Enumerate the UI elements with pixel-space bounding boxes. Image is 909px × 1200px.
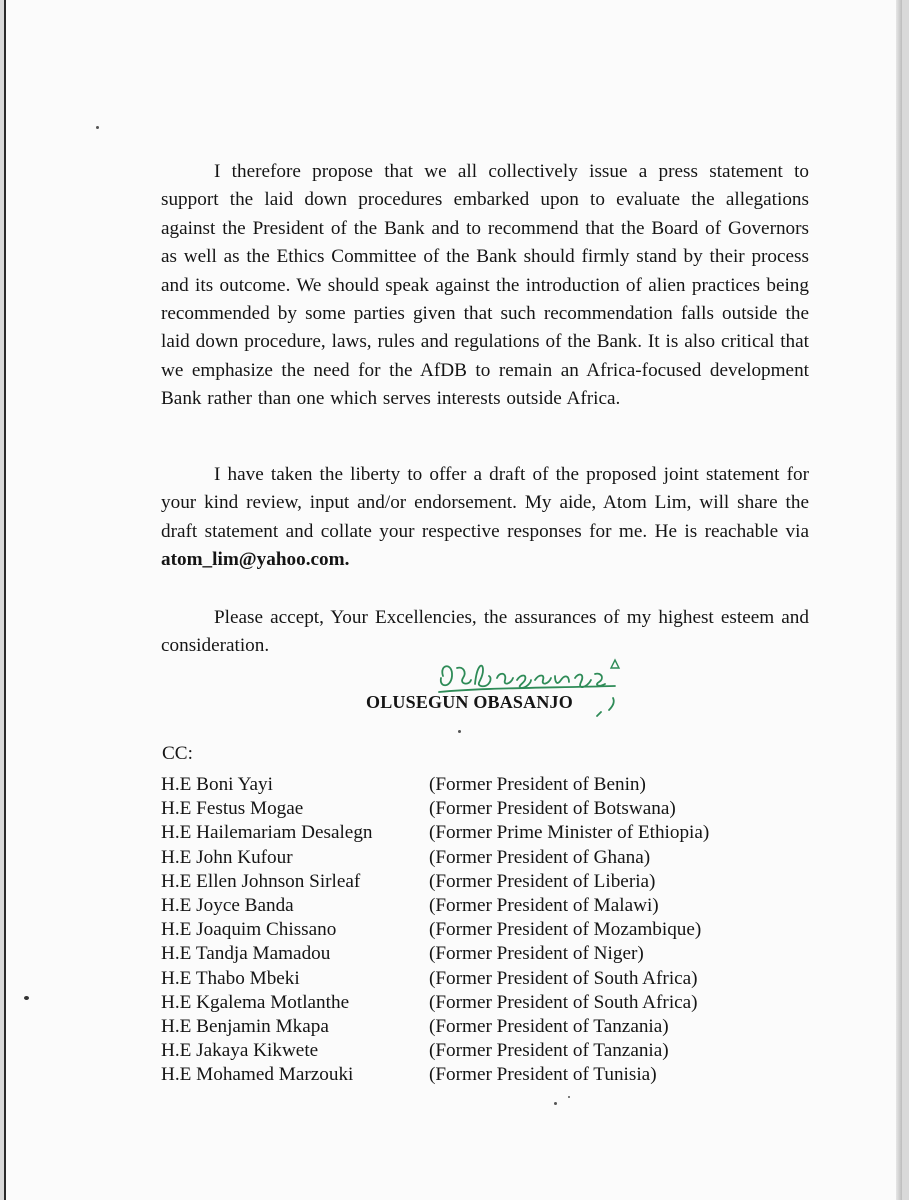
cc-recipient-row [161, 846, 761, 870]
cc-recipient-name: H.E Thabo Mbeki [161, 967, 300, 989]
cc-recipient-title: (Former President of Benin) [429, 774, 646, 795]
cc-recipient-row [161, 1015, 761, 1039]
cc-recipient-title: (Former Prime Minister of Ethiopia) [429, 822, 710, 844]
cc-recipient-row [161, 870, 761, 894]
cc-recipient-name: H.E Mohamed Marzouki [161, 1064, 354, 1086]
cc-recipient-title: (Former President of South Africa) [429, 967, 698, 989]
cc-recipient-title: (Former President of Malawi) [429, 894, 659, 916]
cc-recipient-name: H.E Kgalema Motlanthe [161, 991, 350, 1013]
cc-recipient-name: H.E Joyce Banda [161, 894, 294, 916]
cc-recipient-row [161, 894, 761, 918]
cc-recipient-name: H.E Joaquim Chissano [161, 919, 337, 941]
cc-recipient-title: (Former President of Tanzania) [429, 1040, 669, 1062]
signatory-name: OLUSEGUN OBASANJO [366, 692, 573, 712]
cc-recipient-name: H.E Hailemariam Desalegn [161, 822, 373, 844]
cc-recipient-list [161, 773, 761, 1087]
cc-recipient-title: (Former President of Liberia) [429, 870, 656, 892]
cc-recipient-name: H.E Festus Mogae [161, 798, 304, 820]
cc-recipient-name: H.E Benjamin Mkapa [161, 1015, 329, 1037]
cc-recipient-name: H.E Ellen Johnson Sirleaf [161, 870, 361, 892]
cc-recipient-title: (Former President of Tanzania) [429, 1015, 669, 1037]
cc-recipient-title: (Former President of Botswana) [429, 798, 676, 820]
cc-recipient-row [161, 918, 761, 942]
cc-recipient-title: (Former President of Tunisia) [429, 1064, 657, 1086]
cc-recipient-row [161, 967, 761, 991]
scan-speck [458, 730, 461, 733]
cc-recipient-name: H.E Jakaya Kikwete [161, 1040, 319, 1062]
draft-statement-text: I have taken the liberty to offer a draft of the proposed joint statement for your kind review, input and/or endorsement. My aide, Atom Lim, will share the draft statement and collate your respective responses for me. He is reachable via [161, 464, 809, 542]
cc-recipient-row [161, 991, 761, 1015]
scan-speck [96, 126, 99, 129]
cc-recipient-name: H.E Boni Yayi [161, 774, 273, 795]
cc-recipient-row [161, 773, 761, 797]
scan-speck [24, 996, 29, 1000]
cc-recipient-title: (Former President of Mozambique) [429, 919, 702, 941]
body-paragraph-press-statement: I therefore propose that we all collectively issue a press statement to support the laid down procedures embarked upon to evaluate the allegations against the President of the Bank and to recommend that the Board of Governors as well as the Ethics Committee of the Bank should firmly stand by their process and its outcome. We should speak against the introduction of alien practices being recommended by some parties given that such recommendation falls outside the laid down procedure, laws, rules and regulations of the Bank. It is also critical that we emphasize the need for the AfDB to remain an Africa-focused development Bank rather than one which serves interests outside Africa. [161, 161, 809, 410]
cc-recipient-name: H.E Tandja Mamadou [161, 943, 331, 965]
cc-recipient-row [161, 1039, 761, 1063]
contact-email: atom_lim@yahoo.com. [161, 549, 350, 571]
closing-paragraph: Please accept, Your Excellencies, the assurances of my highest esteem and consideration. [161, 607, 809, 657]
cc-recipient-row [161, 797, 761, 821]
cc-recipient-title: (Former President of Niger) [429, 943, 644, 965]
scan-speck [554, 1102, 557, 1105]
cc-recipient-row [161, 1063, 761, 1087]
page-edge-shadow [896, 0, 902, 1200]
cc-recipient-title: (Former President of South Africa) [429, 991, 698, 1013]
cc-recipient-row [161, 821, 761, 845]
cc-recipient-row [161, 942, 761, 966]
letter-page [4, 0, 902, 1200]
cc-recipient-title: (Former President of Ghana) [429, 846, 651, 868]
scan-speck [568, 1096, 570, 1098]
body-paragraph-draft-statement [161, 461, 809, 575]
cc-label: CC: [162, 743, 193, 764]
handwritten-signature [419, 654, 649, 734]
cc-recipient-name: H.E John Kufour [161, 846, 293, 868]
